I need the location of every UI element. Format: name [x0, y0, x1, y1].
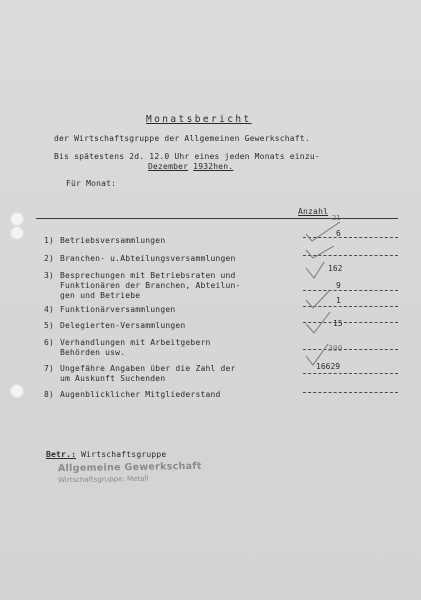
document-subtitle: der Wirtschaftsgruppe der Allgemeinen Gewerkschaft.	[54, 134, 310, 143]
deadline-month: Dezember	[148, 162, 189, 171]
item-label-line: gen und Betriebe	[60, 291, 141, 300]
item-label: Funktionärversammlungen	[60, 305, 176, 314]
check-mark-icon	[306, 246, 334, 258]
check-mark-icon	[306, 262, 324, 278]
column-header-anzahl: Anzahl	[298, 207, 329, 216]
deadline-line: Bis spätestens 2d. 12.0 Uhr eines jeden Monats einzu-	[54, 152, 320, 161]
organization-stamp	[58, 461, 202, 485]
check-mark-icon	[306, 290, 330, 308]
subject-line	[46, 450, 166, 459]
check-mark-icon	[306, 312, 330, 333]
value-item-8: 16629	[316, 362, 341, 371]
value-item-6: 15	[333, 319, 343, 328]
check-mark-icon	[306, 344, 328, 365]
item-label: Augenblicklicher Mitgliederstand	[60, 390, 221, 399]
item-label-line: um Auskunft Suchenden	[60, 374, 166, 383]
subject-value: Wirtschaftsgruppe	[81, 450, 167, 459]
month-label: Für Monat:	[66, 179, 117, 188]
item-label-line: Ungefähre Angaben über die Zahl der	[60, 364, 236, 373]
value-top: 21	[332, 214, 341, 222]
value-item-5: 1	[336, 296, 341, 305]
stamp-line-1: Allgemeine Gewerkschaft	[57, 460, 202, 475]
check-mark-icon	[306, 222, 340, 241]
deadline-suffix: 1932hen.	[193, 162, 234, 171]
item-label: Branchen- u.Abteilungsversammlungen	[60, 254, 236, 263]
list-item: 3) Besprechungen mit Betriebsraten und Funktionären der Branchen, Abteilun- gen und Betriebe	[43, 271, 241, 300]
list-item: 5) Delegierten-Versammlungen	[43, 321, 186, 330]
value-item-7: 300	[328, 344, 343, 353]
item-label-line: Verhandlungen mit Arbeitgebern	[60, 338, 211, 347]
item-label: Betriebsversammlungen	[60, 236, 166, 245]
stamp-line-2: Wirtschaftsgruppe: Metall	[58, 474, 149, 485]
list-item: 4) Funktionärversammlungen	[43, 305, 176, 314]
value-item-4: 9	[336, 281, 341, 290]
item-label-line: Funktionären der Branchen, Abteilun-	[60, 281, 241, 290]
value-item-3: 162	[328, 264, 343, 273]
subject-label: Betr.:	[46, 450, 77, 459]
value-item-1: 6	[336, 229, 341, 238]
list-item: 1) Betriebsversammlungen	[43, 236, 166, 245]
item-label-line: Behörden usw.	[60, 348, 126, 357]
list-item: 7) Ungefähre Angaben über die Zahl der um Auskunft Suchenden	[43, 364, 236, 383]
list-item: 2) Branchen- u.Abteilungsversammlungen	[43, 254, 236, 263]
item-label-line: Besprechungen mit Betriebsraten und	[60, 271, 236, 280]
item-label: Delegierten-Versammlungen	[60, 321, 186, 330]
list-item: 6) Verhandlungen mit Arbeitgebern Behörden usw.	[43, 338, 211, 357]
list-item: 8) Augenblicklicher Mitgliederstand	[43, 390, 221, 399]
document-title: Monatsbericht	[146, 114, 252, 125]
